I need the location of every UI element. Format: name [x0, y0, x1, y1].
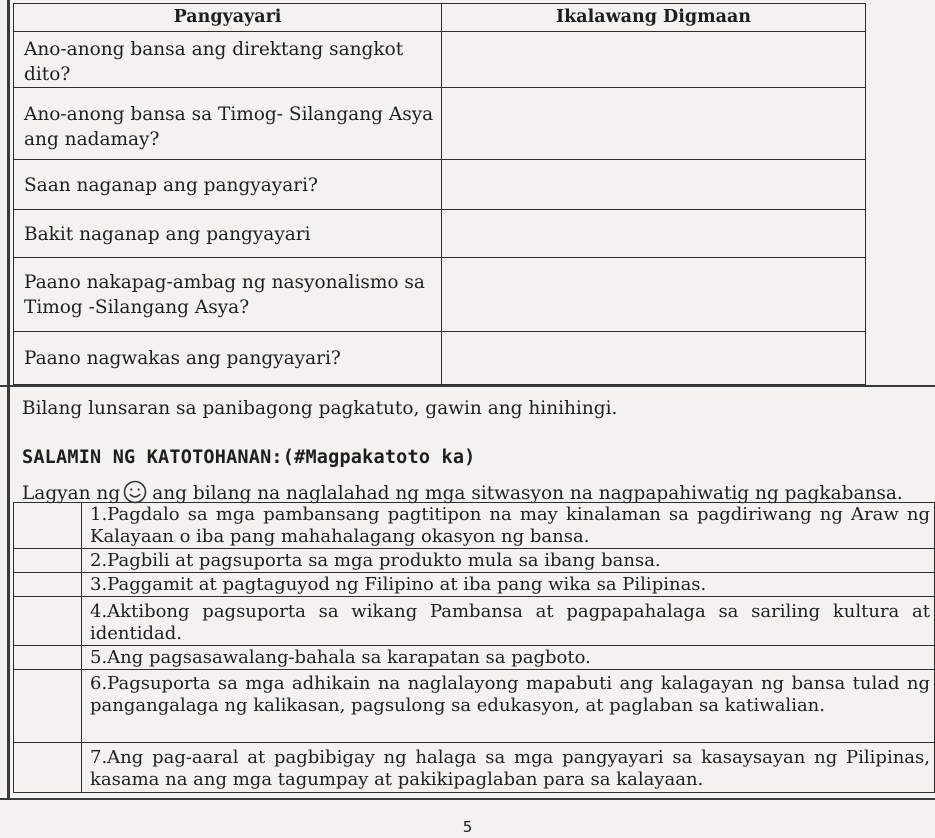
- column-header-ikalawang-digmaan: Ikalawang Digmaan: [442, 4, 866, 32]
- situation-item: 1.Pagdalo sa mga pambansang pagtitipon na may kinalaman sa pagdiriwang ng Araw ng Kalayaan o iba pang mahahalagang okasyon ng bansa.: [82, 503, 935, 549]
- question-cell: Bakit naganap ang pangyayari: [14, 210, 442, 258]
- table-row: [14, 503, 935, 549]
- lagyan-suffix: ang bilang na naglalahad ng mga sitwasyon na nagpapahiwatig ng pagkabansa.: [152, 483, 903, 504]
- left-margin-rule: [7, 0, 10, 800]
- situation-item: 3.Paggamit at pagtaguyod ng Filipino at iba pang wika sa Pilipinas.: [82, 573, 935, 597]
- events-table: [13, 3, 866, 385]
- footer-divider: [0, 798, 935, 800]
- instruction-text: Bilang lunsaran sa panibagong pagkatuto, gawin ang hinihingi.: [22, 398, 618, 419]
- table-row: [14, 670, 935, 743]
- column-header-pangyayari: Pangyayari: [14, 4, 442, 32]
- answer-cell[interactable]: [442, 32, 866, 88]
- table-row: [14, 160, 866, 210]
- answer-box[interactable]: [14, 743, 82, 793]
- answer-cell[interactable]: [442, 332, 866, 385]
- lagyan-prefix: Lagyan ng: [22, 483, 121, 504]
- table-row: [14, 332, 866, 385]
- situation-item: 5.Ang pagsasawalang-bahala sa karapatan sa pagboto.: [82, 646, 935, 670]
- answer-cell[interactable]: [442, 258, 866, 332]
- situations-table: [13, 502, 935, 793]
- answer-cell[interactable]: [442, 88, 866, 160]
- table-row: [14, 549, 935, 573]
- answer-box[interactable]: [14, 670, 82, 743]
- table-row: [14, 573, 935, 597]
- situation-item: 4.Aktibong pagsuporta sa wikang Pambansa at pagpapahalaga sa sariling kultura at identidad.: [82, 597, 935, 646]
- answer-cell[interactable]: [442, 160, 866, 210]
- answer-box[interactable]: [14, 549, 82, 573]
- table-row: [14, 88, 866, 160]
- question-cell: Paano nagwakas ang pangyayari?: [14, 332, 442, 385]
- situation-item: 6.Pagsuporta sa mga adhikain na naglalayong mapabuti ang kalagayan ng bansa tulad ng pangangalaga ng kalikasan, pagsulong sa edukasyon, at paglaban sa katiwalian.: [82, 670, 935, 743]
- table-header-row: [14, 4, 866, 32]
- table-row: [14, 210, 866, 258]
- table-row: [14, 646, 935, 670]
- situation-item: 2.Pagbili at pagsuporta sa mga produkto mula sa ibang bansa.: [82, 549, 935, 573]
- table-row: [14, 597, 935, 646]
- question-cell: Paano nakapag-ambag ng nasyonalismo sa Timog -Silangang Asya?: [14, 258, 442, 332]
- section-heading: SALAMIN NG KATOTOHANAN:(#Magpakatoto ka): [22, 447, 476, 468]
- answer-box[interactable]: [14, 573, 82, 597]
- answer-box[interactable]: [14, 503, 82, 549]
- question-cell: Ano-anong bansa ang direktang sangkot dito?: [14, 32, 442, 88]
- question-cell: Saan naganap ang pangyayari?: [14, 160, 442, 210]
- table-row: [14, 258, 866, 332]
- table-row: [14, 32, 866, 88]
- section-divider: [0, 385, 935, 387]
- situation-item: 7.Ang pag-aaral at pagbibigay ng halaga sa mga pangyayari sa kasaysayan ng Pilipinas, kasama na ang mga tagumpay at pakikipaglaban para sa kalayaan.: [82, 743, 935, 793]
- page-number: 5: [462, 818, 473, 836]
- answer-box[interactable]: [14, 597, 82, 646]
- table-row: [14, 743, 935, 793]
- answer-box[interactable]: [14, 646, 82, 670]
- question-cell: Ano-anong bansa sa Timog- Silangang Asya ang nadamay?: [14, 88, 442, 160]
- answer-cell[interactable]: [442, 210, 866, 258]
